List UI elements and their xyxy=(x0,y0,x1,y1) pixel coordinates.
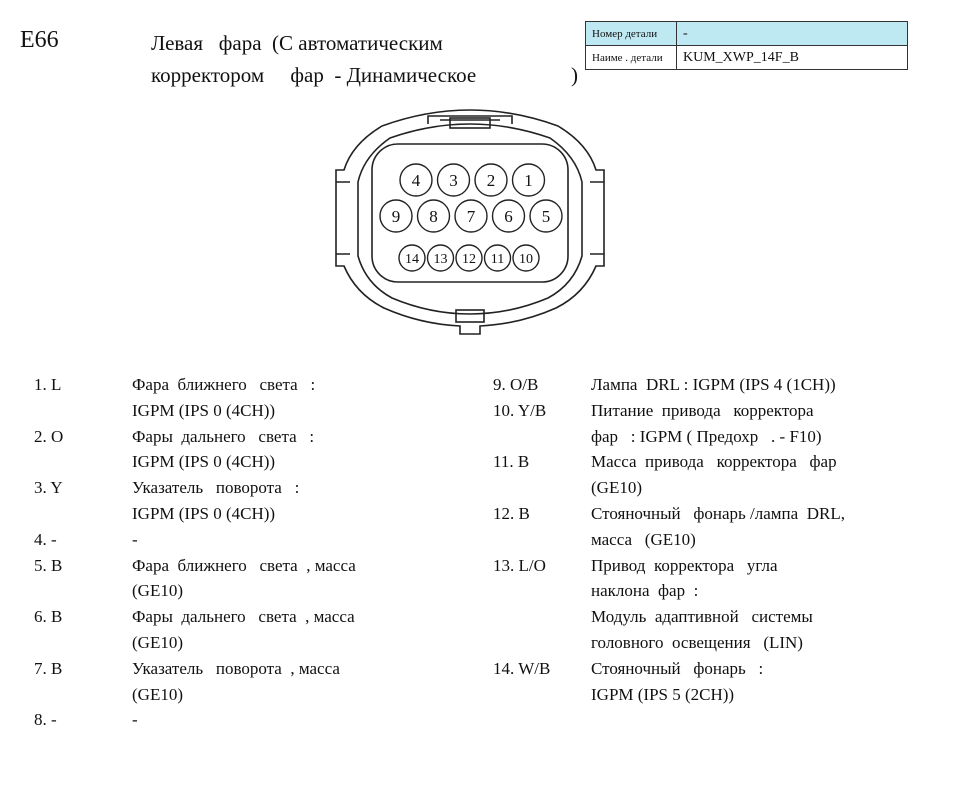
pin-label: 4. - xyxy=(34,529,57,549)
pin-number-8: 8 xyxy=(429,206,438,226)
pin-description-line: Модуль адаптивной системы xyxy=(591,607,813,627)
pin-entry xyxy=(34,707,454,733)
pin-number-9: 9 xyxy=(391,206,401,226)
pin-description-line: (GE10) xyxy=(132,581,183,601)
pin-description-line: Фара ближнего света : xyxy=(132,375,316,394)
pin-description-line: Указатель поворота , масса xyxy=(132,658,340,678)
pin-entry xyxy=(34,656,454,708)
pin-label: 6. B xyxy=(34,607,63,627)
pin-entry xyxy=(34,604,454,656)
pin-description-line: (GE10) xyxy=(132,684,183,704)
left-side-step xyxy=(336,182,350,254)
pin-description-line: Стояночный фонарь : xyxy=(591,658,764,678)
pin-label: 10. Y/B xyxy=(493,400,547,420)
pin-number-12: 12 xyxy=(462,251,476,267)
part-info-table xyxy=(585,21,908,70)
pin-number-6: 6 xyxy=(504,206,513,226)
pin-entry xyxy=(493,656,933,708)
pin-label: 2. O xyxy=(34,426,64,446)
pin-description-line: IGPM (IPS 5 (2CH)) xyxy=(591,684,735,704)
pin-list-left xyxy=(34,372,454,733)
part-name-value: KUM_XWP_14F_B xyxy=(677,46,908,70)
pin-entry xyxy=(34,527,454,553)
pin-number-5: 5 xyxy=(541,206,551,226)
pin-entry xyxy=(493,501,933,553)
pin-description-line: IGPM (IPS 0 (4CH)) xyxy=(132,452,276,472)
pin-description-line: Масса привода корректора фар xyxy=(591,452,837,472)
pin-description-line: (GE10) xyxy=(591,478,642,498)
pin-label: 3. Y xyxy=(34,478,63,498)
pin-entry xyxy=(493,398,933,450)
pin-description-line: IGPM (IPS 0 (4CH)) xyxy=(132,503,276,523)
pin-layout xyxy=(380,164,562,271)
pin-label: 9. O/B xyxy=(493,375,539,394)
pin-entry xyxy=(493,553,933,656)
pin-label: 14. W/B xyxy=(493,658,551,678)
pin-entry xyxy=(34,372,454,424)
pin-description-line: Фары дальнего света : xyxy=(132,426,315,446)
pin-label: 1. L xyxy=(34,375,62,394)
part-number-label: Номер детали xyxy=(586,22,677,46)
pin-description-line: Привод корректора угла xyxy=(591,555,778,575)
pin-entry xyxy=(34,553,454,605)
pin-description-line: - xyxy=(132,710,138,730)
pin-description-line: Указатель поворота : xyxy=(132,478,300,498)
pin-number-3: 3 xyxy=(449,170,458,190)
pin-description-line: - xyxy=(132,529,138,549)
pin-description-line: фар : IGPM ( Предохр . - F10) xyxy=(591,426,822,446)
pin-list-right xyxy=(493,372,933,707)
pin-number-10: 10 xyxy=(519,251,533,267)
pin-description-line: IGPM (IPS 0 (4CH)) xyxy=(132,400,276,420)
page-title xyxy=(151,27,578,91)
bottom-key xyxy=(456,310,484,322)
title-line-2: корректором фар - Динамическое xyxy=(151,63,477,87)
connector-diagram xyxy=(320,98,620,343)
pin-number-4: 4 xyxy=(411,170,421,190)
right-side-step xyxy=(590,182,604,254)
pin-number-14: 14 xyxy=(405,251,419,267)
connector-code: E66 xyxy=(20,27,59,53)
title-paren: ) xyxy=(571,63,578,87)
pin-number-13: 13 xyxy=(433,251,448,267)
pin-description-line: Фара ближнего света , масса xyxy=(132,555,356,575)
part-number-row xyxy=(586,22,908,46)
pin-number-11: 11 xyxy=(490,251,505,267)
part-name-label: Наиме . детали xyxy=(586,46,677,70)
pin-entry xyxy=(34,475,454,527)
pin-label: 8. - xyxy=(34,710,57,730)
pin-description-line: Питание привода корректора xyxy=(591,400,814,420)
pin-description-line: головного освещения (LIN) xyxy=(591,632,803,652)
pin-description-line: Стояночный фонарь /лампа DRL, xyxy=(591,503,845,523)
pin-label: 5. B xyxy=(34,555,63,575)
pin-number-2: 2 xyxy=(486,170,496,190)
pin-description-line: (GE10) xyxy=(132,632,183,652)
pin-entry xyxy=(493,372,933,398)
pin-entry xyxy=(493,449,933,501)
pin-label: 7. B xyxy=(34,658,63,678)
part-number-value: - xyxy=(677,22,908,46)
pin-description-line: наклона фар : xyxy=(591,581,699,601)
part-name-row xyxy=(586,46,908,70)
pin-number-7: 7 xyxy=(466,206,476,226)
pin-label: 11. B xyxy=(493,452,530,472)
pin-entry xyxy=(34,424,454,476)
pin-description-line: масса (GE10) xyxy=(591,529,696,549)
pin-label: 13. L/O xyxy=(493,555,546,575)
pin-description-line: Фары дальнего света , масса xyxy=(132,607,355,627)
pin-label: 12. B xyxy=(493,503,530,523)
pin-description-line: Лампа DRL : IGPM (IPS 4 (1CH)) xyxy=(591,375,836,394)
pin-number-1: 1 xyxy=(524,170,533,190)
title-line-1: Левая фара (С автоматическим xyxy=(151,31,443,55)
